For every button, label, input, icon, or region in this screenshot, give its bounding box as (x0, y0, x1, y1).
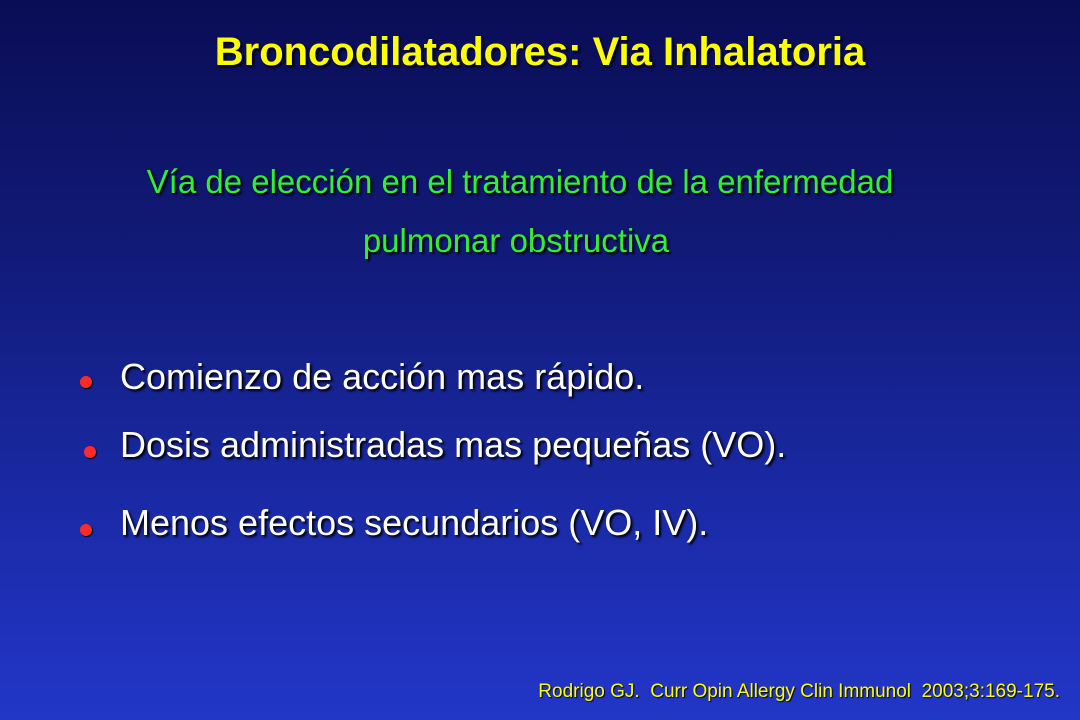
red-dot-bullet-icon (80, 524, 92, 536)
bullet-text: Comienzo de acción mas rápido. (120, 356, 645, 397)
bullet-text: Dosis administradas mas pequeñas (VO). (120, 424, 787, 465)
red-dot-bullet-icon (80, 376, 92, 388)
red-dot-bullet-icon (84, 446, 96, 458)
bullet-text: Menos efectos secundarios (VO, IV). (120, 502, 709, 543)
citation-reference: Rodrigo GJ. Curr Opin Allergy Clin Immunol 2003;3:169-175. (538, 681, 1060, 702)
subtitle-line-2: pulmonar obstructiva (362, 222, 670, 259)
slide-title: Broncodilatadores: Via Inhalatoria (214, 30, 866, 74)
subtitle-line-1: Vía de elección en el tratamiento de la enfermedad (146, 163, 894, 200)
